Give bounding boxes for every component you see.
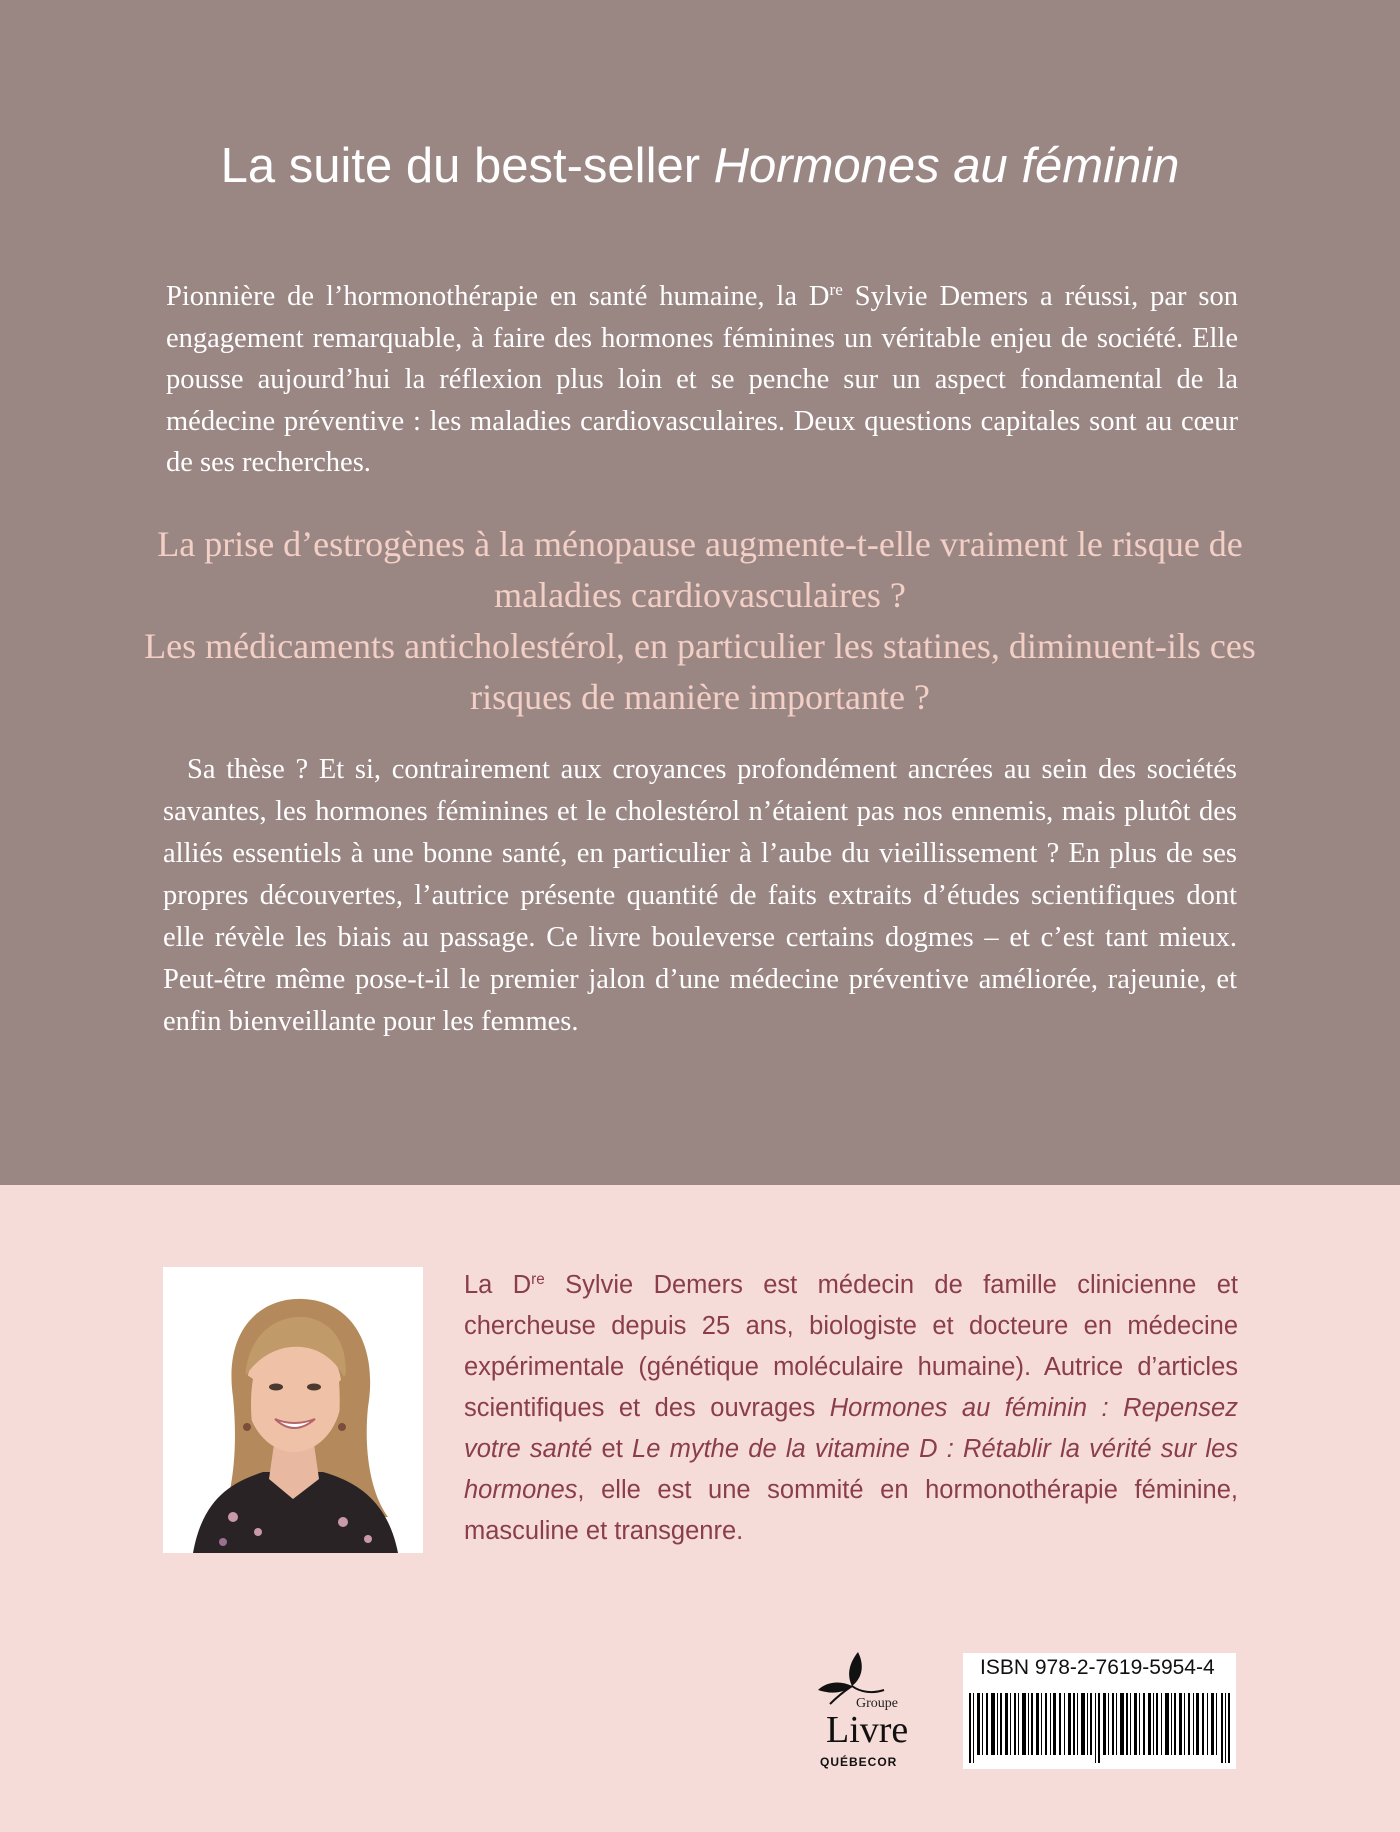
book-title-1: Hormones au féminin : Repensez votre santé <box>464 1394 1238 1463</box>
barcode-graphic <box>969 1693 1230 1763</box>
author-photo <box>163 1267 423 1553</box>
isbn-barcode-box <box>963 1653 1236 1769</box>
publisher-livre: Livre <box>826 1709 909 1751</box>
isbn-number: ISBN 978-2-7619-5954-4 <box>980 1656 1215 1679</box>
book-title-2: Le mythe de la vitamine D : Rétablir la vérité sur les hormones <box>464 1435 1239 1504</box>
thesis-paragraph: Sa thèse ? Et si, contrairement aux croyances profondément ancrées au sein des sociétés savantes, les hormones féminines et le cholestérol n’étaient pas nos ennemis, mais plutôt des alliés essentiels à une bonne santé, en particulier à l’aube du vieillissement ? En plus de ses propres découvertes, l’autrice présente quantité de faits extraits d’études scientifiques dont elle révèle les biais au passage. Ce livre bouleverse certains dogmes – et c’est tant mieux. Peut-être même pose-t-il le premier jalon d’une médecine préventive améliorée, rajeunie, et enfin bienveillante pour les femmes. <box>163 754 1237 1037</box>
author-portrait-image <box>163 1267 423 1553</box>
intro-paragraph: Pionnière de l’hormonothérapie en santé humaine, la Dre Sylvie Demers a réussi, par son engagement remarquable, à faire des hormones féminines un véritable enjeu de société. Elle pousse aujourd’hui la réflexion plus loin et se penche sur un aspect fondamental de la médecine préventive : les maladies cardiovasculaires. Deux questions capitales sont au cœur de ses recherches. <box>166 279 1239 478</box>
question-1: La prise d’estrogènes à la ménopause augmente-t-elle vraiment le risque de maladies cardiovasculaires ? <box>157 524 1243 615</box>
key-questions <box>120 519 1280 723</box>
publisher-quebecor: QUÉBECOR <box>820 1755 898 1769</box>
question-2: Les médicaments anticholestérol, en particulier les statines, diminuent-ils ces risques de manière importante ? <box>144 626 1256 717</box>
publisher-groupe: Groupe <box>856 1696 898 1711</box>
publisher-logo <box>800 1646 930 1786</box>
headline: La suite du best-seller Hormones au féminin <box>220 139 1180 193</box>
headline-title: Hormones au féminin <box>713 139 1180 193</box>
author-bio: La Dre Sylvie Demers est médecin de famille clinicienne et chercheuse depuis 25 ans, biologiste et docteure en médecine expérimentale (génétique moléculaire humaine). Autrice d’articles scientifiques et des ouvrages Hormones au féminin : Repensez votre santé et Le mythe de la vitamine D : Rétablir la vérité sur les hormones, elle est une sommité en hormonothérapie féminine, masculine et transgenre. <box>464 1270 1239 1545</box>
